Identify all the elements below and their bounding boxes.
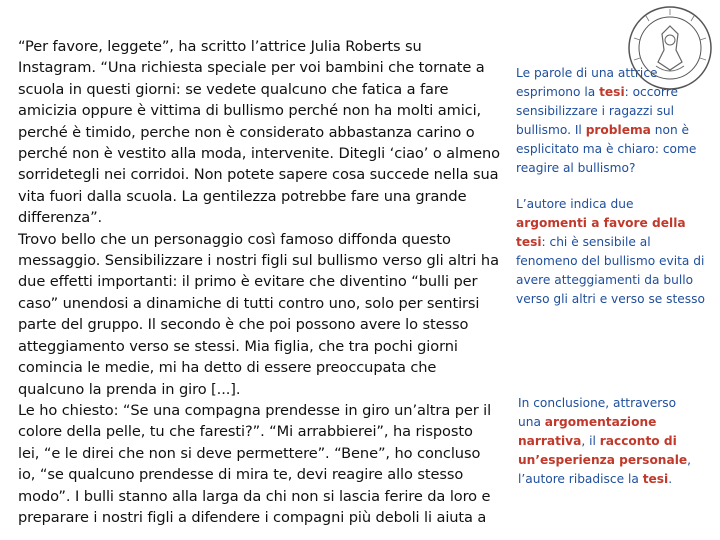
note-keyword: argomentazione narrativa [518,415,657,448]
annotation-conclusion [518,394,702,489]
note-keyword: racconto di un’esperienza personale [518,434,688,467]
note-keyword: tesi [599,85,625,99]
article-text: “Per favore, leggete”, ha scritto l’attrice Julia Roberts su Instagram. “Una richiesta speciale per voi bambini che tornate a scuola in questi giorni: se vedete qualcuno che fatica a fare amicizia oppure è vittima di bullismo perché non ha molti amici, perché è timido, perche non è considerato abbastanza carino o perché non è vestito alla moda, intervenite. Ditegli ‘ciao’ o almeno sorridetegli nei corridoi. Non potete sapere cosa succede nella sua vita fuori dalla scuola. La gentilezza potrebbe fare una grande differenza”. Trovo bello che un personaggio così famoso diffonda questo messaggio. Sensibilizzare i nostri figli sul bullismo verso gli altri ha due effetti importanti: il primo è evitare che diventino “bulli per caso” unendosi a dinamiche di tutti contro uno, solo per sentirsi parte del gruppo. Il secondo è che poi possono avere lo stesso atteggiamento verso se stessi. Mia figlia, che tra pochi giorni comincia le medie, mi ha detto di essere preoccupata che qualcuno la prenda in giro [...]. Le ho chiesto: “Se una compagna prendesse in giro un’altra per il colore della pelle, tu che faresti?”. “Mi arrabbierei”, ha risposto lei, “e le direi che non si deve permettere”. “Bene”, ho concluso io, “se qualcuno prendesse di mira te, devi reagire allo stesso modo”. I bulli stanno alla larga da chi non si lascia ferire da loro e preparare i nostri figli a difendere i compagni più deboli li aiuta a [18,38,500,526]
note-text: Le parole di una attrice esprimono la [516,66,658,99]
note-text: . [668,472,673,486]
note-text: : chi è sensibile al fenomeno del bullismo evita di avere atteggiamenti da bullo verso gli altri e verso se stesso [516,235,705,306]
note-text: non è esplicitato ma è chiaro: come reagire al bullismo? [516,123,697,175]
annotation-arguments [516,195,706,309]
note-text: In conclusione, attraverso una [518,396,677,429]
note-keyword: problema [585,123,651,137]
note-keyword: argomenti a favore della tesi [516,216,686,249]
note-keyword: tesi [642,472,669,486]
note-text: L’autore indica due [516,197,634,211]
school-seal-icon [626,4,714,92]
note-text: , l’autore ribadisce la [518,453,692,486]
note-text: : occorre sensibilizzare i ragazzi sul bullismo. Il [516,85,678,137]
note-text: , il [581,434,600,448]
